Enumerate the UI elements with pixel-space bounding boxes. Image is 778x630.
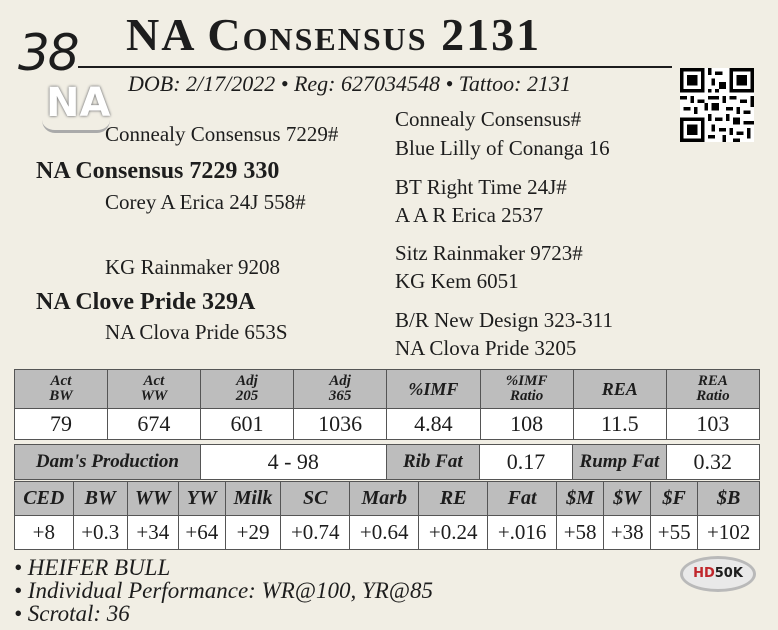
rump-fat-value: 0.32 xyxy=(666,445,759,480)
epd-value-f: +55 xyxy=(651,516,698,550)
value-act-bw: 79 xyxy=(15,409,108,440)
epd-value-yw: +64 xyxy=(178,516,225,550)
sire-dam-dam: A A R Erica 2537 xyxy=(395,203,544,227)
animal-name-title: NA Consensus 2131 xyxy=(126,9,542,60)
rib-fat-label: Rib Fat xyxy=(386,445,479,480)
header-act-bw: Act BW xyxy=(15,370,108,409)
badge-suffix: 50K xyxy=(714,566,743,581)
sire-sire: Connealy Consensus 7229# xyxy=(105,122,339,146)
epd-value-fat: +.016 xyxy=(488,516,557,550)
header-act-ww: Act WW xyxy=(107,370,200,409)
lot-number: 38 xyxy=(18,24,78,82)
epd-value-bw: +0.3 xyxy=(73,516,127,550)
dams-production-label: Dam's Production xyxy=(15,445,201,480)
badge-prefix: HD xyxy=(693,566,715,581)
dam-sire-dam: KG Kem 6051 xyxy=(395,269,519,293)
epd-header-row xyxy=(15,482,760,516)
header-adj-365: Adj 365 xyxy=(294,370,387,409)
dam-sire-sire: Sitz Rainmaker 9723# xyxy=(395,241,583,265)
sire-sire-sire: Connealy Consensus# xyxy=(395,107,582,131)
value-rea: 11.5 xyxy=(573,409,666,440)
production-row xyxy=(15,445,760,480)
epd-value-re: +0.24 xyxy=(419,516,488,550)
epd-value-w: +38 xyxy=(604,516,651,550)
epd-value-ced: +8 xyxy=(15,516,74,550)
epd-header-bw: BW xyxy=(73,482,127,516)
epd-header-re: RE xyxy=(419,482,488,516)
epd-header-b: $B xyxy=(698,482,760,516)
epd-header-sc: SC xyxy=(281,482,350,516)
registration-info: DOB: 2/17/2022 • Reg: 627034548 • Tattoo: 2131 xyxy=(128,71,571,96)
rump-fat-label: Rump Fat xyxy=(573,445,666,480)
dam-name: NA Clove Pride 329A xyxy=(36,289,256,315)
epd-header-m: $M xyxy=(557,482,604,516)
epd-value-row xyxy=(15,516,760,550)
rib-fat-value: 0.17 xyxy=(479,445,572,480)
epd-header-milk: Milk xyxy=(225,482,280,516)
dam-sire: KG Rainmaker 9208 xyxy=(105,255,280,279)
dam-dam: NA Clova Pride 653S xyxy=(105,320,288,344)
value-imf-ratio: 108 xyxy=(480,409,573,440)
notes-list xyxy=(14,556,433,625)
value-adj-205: 601 xyxy=(200,409,293,440)
epd-header-marb: Marb xyxy=(350,482,419,516)
note-item: • HEIFER BULL xyxy=(14,555,171,580)
epd-table xyxy=(14,481,760,550)
epd-value-sc: +0.74 xyxy=(281,516,350,550)
note-item: • Individual Performance: WR@100, YR@85 xyxy=(14,578,433,603)
hd50k-badge xyxy=(680,556,756,592)
epd-header-ced: CED xyxy=(15,482,74,516)
dams-production-value: 4 - 98 xyxy=(200,445,386,480)
sire-dam: Corey A Erica 24J 558# xyxy=(105,190,306,214)
header-imf: %IMF xyxy=(387,370,480,409)
epd-value-marb: +0.64 xyxy=(350,516,419,550)
note-item: • Scrotal: 36 xyxy=(14,601,130,626)
dam-dam-dam: NA Clova Pride 3205 xyxy=(395,336,577,360)
epd-header-fat: Fat xyxy=(488,482,557,516)
epd-header-ww: WW xyxy=(127,482,178,516)
na-logo-text: NA xyxy=(46,80,111,126)
value-imf: 4.84 xyxy=(387,409,480,440)
na-logo xyxy=(42,82,114,130)
sire-dam-sire: BT Right Time 24J# xyxy=(395,175,567,199)
value-rea-ratio: 103 xyxy=(666,409,759,440)
value-adj-365: 1036 xyxy=(294,409,387,440)
dam-dam-sire: B/R New Design 323-311 xyxy=(395,308,613,332)
header-rea: REA xyxy=(573,370,666,409)
performance-header-row xyxy=(15,370,760,409)
epd-value-milk: +29 xyxy=(225,516,280,550)
sire-name: NA Consensus 7229 330 xyxy=(36,158,280,184)
header-imf-ratio: %IMF Ratio xyxy=(480,370,573,409)
epd-value-ww: +34 xyxy=(127,516,178,550)
epd-header-w: $W xyxy=(604,482,651,516)
title-divider xyxy=(78,66,672,68)
epd-value-m: +58 xyxy=(557,516,604,550)
performance-table xyxy=(14,369,760,440)
value-act-ww: 674 xyxy=(107,409,200,440)
production-table xyxy=(14,444,760,480)
logo-swoosh xyxy=(42,120,110,133)
epd-value-b: +102 xyxy=(698,516,760,550)
header-adj-205: Adj 205 xyxy=(200,370,293,409)
qr-code-icon[interactable] xyxy=(680,68,754,142)
header-rea-ratio: REA Ratio xyxy=(666,370,759,409)
epd-header-yw: YW xyxy=(178,482,225,516)
sire-sire-dam: Blue Lilly of Conanga 16 xyxy=(395,136,610,160)
performance-value-row xyxy=(15,409,760,440)
epd-header-f: $F xyxy=(651,482,698,516)
